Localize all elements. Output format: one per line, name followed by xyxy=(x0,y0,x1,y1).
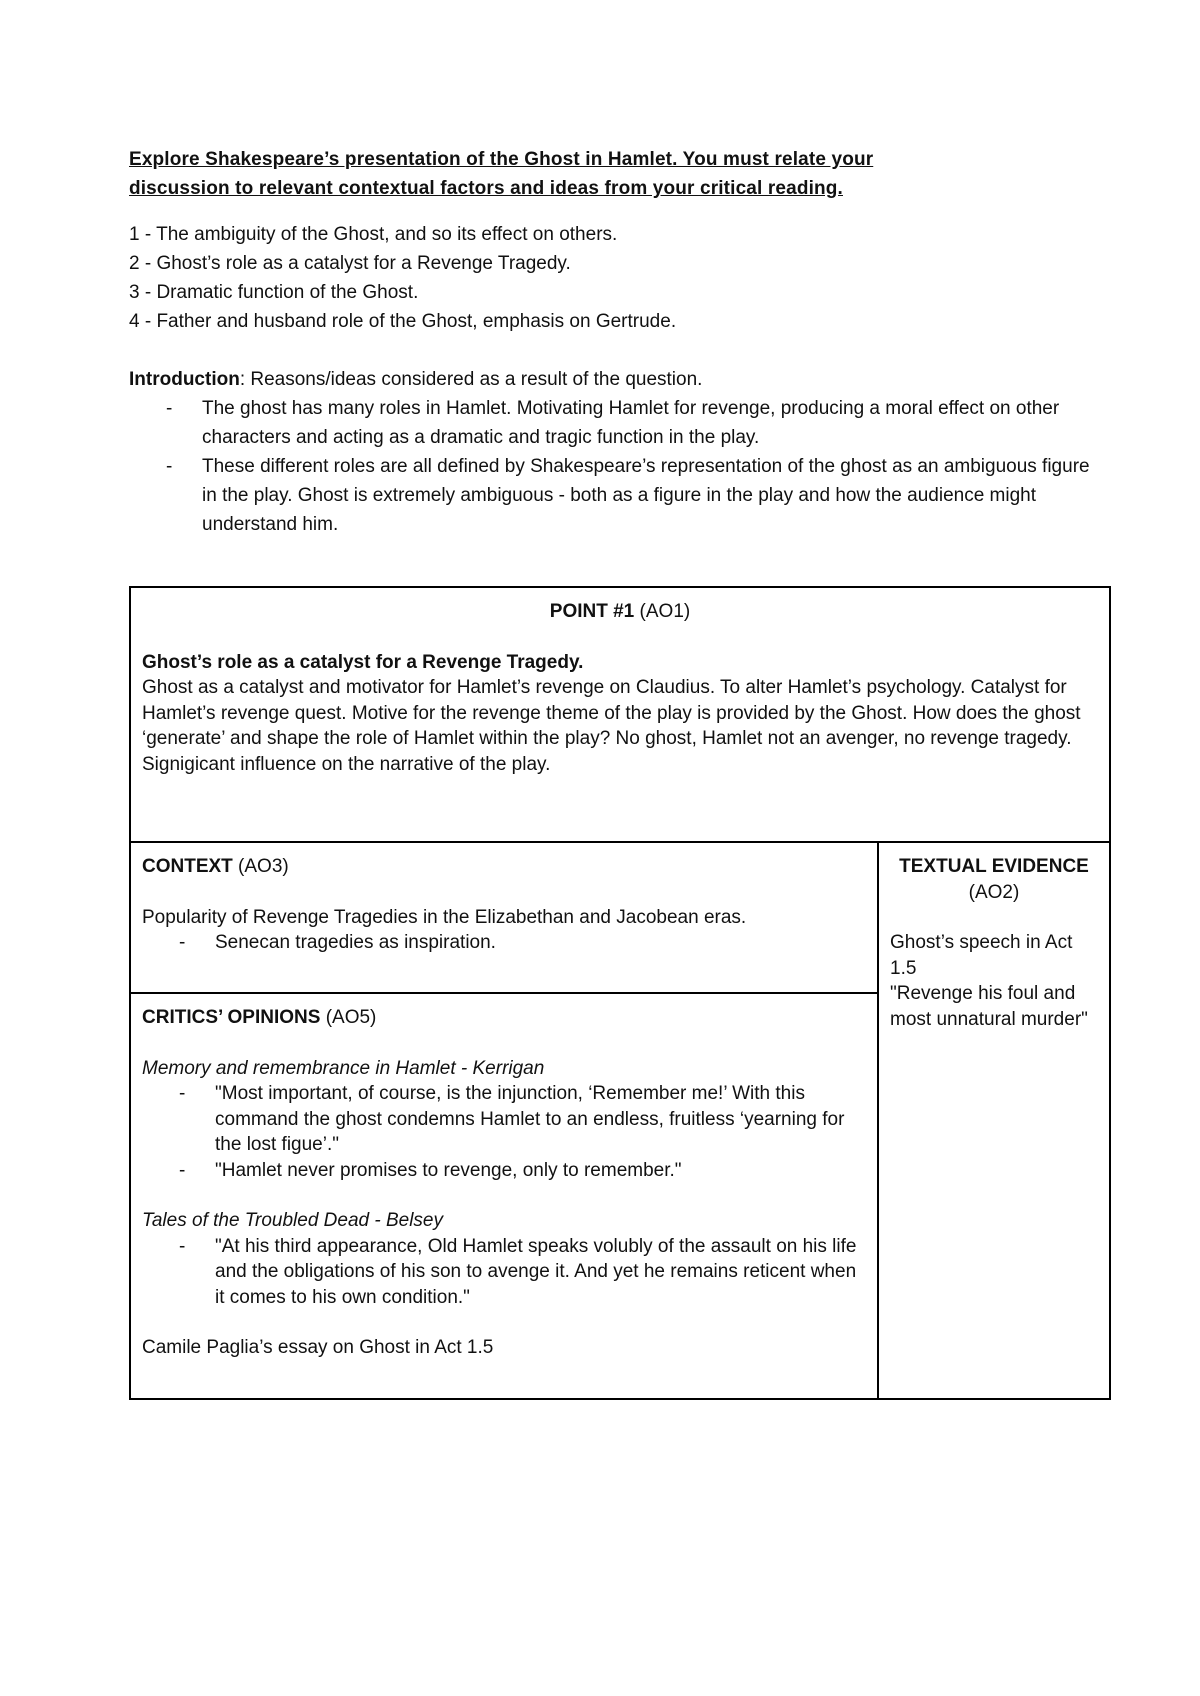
list-item xyxy=(129,452,1109,539)
plan-item-3: 3 - Dramatic function of the Ghost. xyxy=(129,282,419,303)
dash-marker: - xyxy=(179,1235,186,1257)
context-text: Popularity of Revenge Tragedies in the Elizabethan and Jacobean eras. xyxy=(142,906,747,928)
introduction-section xyxy=(129,365,1109,539)
evidence-ao: (AO2) xyxy=(968,881,1020,903)
dash-marker: - xyxy=(179,1159,186,1181)
point-ao: (AO1) xyxy=(634,601,691,622)
critic-quote: "Hamlet never promises to revenge, only to remember." xyxy=(215,1159,682,1181)
evidence-label: TEXTUAL EVIDENCE xyxy=(899,856,1089,877)
point-heading xyxy=(142,599,1098,625)
critics-cell xyxy=(130,993,878,1399)
list-item xyxy=(142,1158,866,1184)
introduction-bullets xyxy=(129,394,1109,539)
plan-item-4: 4 - Father and husband role of the Ghost, emphasis on Gertrude. xyxy=(129,311,677,332)
context-bullet-1: Senecan tragedies as inspiration. xyxy=(215,932,496,953)
essay-question-line-2: discussion to relevant contextual factors and ideas from your critical reading. xyxy=(129,178,843,199)
critics-label: CRITICS’ OPINIONS xyxy=(142,1007,321,1028)
critic-quote: "At his third appearance, Old Hamlet speaks volubly of the assault on his life and the obligations of his son to avenge it. And yet he remains reticent when it comes to his own condition." xyxy=(215,1235,857,1308)
document-page xyxy=(129,145,1109,539)
evidence-source: Ghost’s speech in Act 1.5 xyxy=(890,932,1073,979)
point-body: Ghost as a catalyst and motivator for Hamlet’s revenge on Claudius. To alter Hamlet’s psychology. Catalyst for Hamlet’s revenge quest. Motive for the revenge theme of the play is provided by the Ghost. How does the ghost ‘generate’ and shape the role of Hamlet within the play? No ghost, Hamlet not an avenger, no revenge tragedy. Signigicant influence on the narrative of the play. xyxy=(142,677,1081,775)
list-item xyxy=(142,930,866,956)
context-heading xyxy=(142,854,866,880)
essay-question xyxy=(129,145,1109,203)
introduction-bullet-1: The ghost has many roles in Hamlet. Motivating Hamlet for revenge, producing a moral effect on other characters and acting as a dramatic and tragic function in the play. xyxy=(202,398,1060,448)
evidence-cell xyxy=(878,842,1110,1399)
point-title: Ghost’s role as a catalyst for a Revenge Tragedy. xyxy=(142,651,584,673)
point-label: POINT #1 xyxy=(549,601,635,622)
critics-footer: Camile Paglia’s essay on Ghost in Act 1.5 xyxy=(142,1337,494,1358)
introduction-bullet-2: These different roles are all defined by Shakespeare’s representation of the ghost as an ambiguous figure in the play. Ghost is extremely ambiguous - both as a figure in the play and how the audience might understand him. xyxy=(202,456,1090,535)
context-label: CONTEXT xyxy=(142,856,233,877)
critic-source-title: Memory and remembrance in Hamlet - Kerrigan xyxy=(142,1057,545,1079)
point-table xyxy=(129,586,1111,1400)
evidence-quote: "Revenge his foul and most unnatural murder" xyxy=(890,983,1088,1030)
introduction-line xyxy=(129,365,1109,394)
critics-heading xyxy=(142,1005,866,1031)
point-row xyxy=(130,587,1110,842)
critic-source-bullets xyxy=(142,1234,866,1311)
critic-quote: "Most important, of course, is the injunction, ‘Remember me!’ With this command the ghost condemns Hamlet to an endless, fruitless ‘yearning for the lost figue’." xyxy=(215,1083,845,1155)
dash-marker: - xyxy=(166,456,173,477)
context-ao: (AO3) xyxy=(232,856,289,877)
essay-question-line-1: Explore Shakespeare’s presentation of the Ghost in Hamlet. You must relate your xyxy=(129,149,874,170)
introduction-text: : Reasons/ideas considered as a result of the question. xyxy=(239,369,703,390)
introduction-label: Introduction xyxy=(129,369,240,390)
critics-ao: (AO5) xyxy=(320,1007,377,1028)
evidence-heading xyxy=(890,854,1098,905)
dash-marker: - xyxy=(179,1083,186,1104)
plan-item-2: 2 - Ghost’s role as a catalyst for a Revenge Tragedy. xyxy=(129,253,571,274)
point-cell xyxy=(130,587,1110,842)
critic-source-title: Tales of the Troubled Dead - Belsey xyxy=(142,1210,444,1231)
essay-plan xyxy=(129,220,1109,336)
dash-marker: - xyxy=(179,932,186,953)
dash-marker: - xyxy=(166,398,173,419)
critic-source-bullets xyxy=(142,1081,866,1183)
context-bullets xyxy=(142,930,866,956)
list-item xyxy=(142,1234,866,1311)
plan-item-1: 1 - The ambiguity of the Ghost, and so its effect on others. xyxy=(129,224,618,245)
list-item xyxy=(129,394,1109,452)
context-row xyxy=(130,842,1110,993)
list-item xyxy=(142,1081,866,1158)
context-cell xyxy=(130,842,878,993)
